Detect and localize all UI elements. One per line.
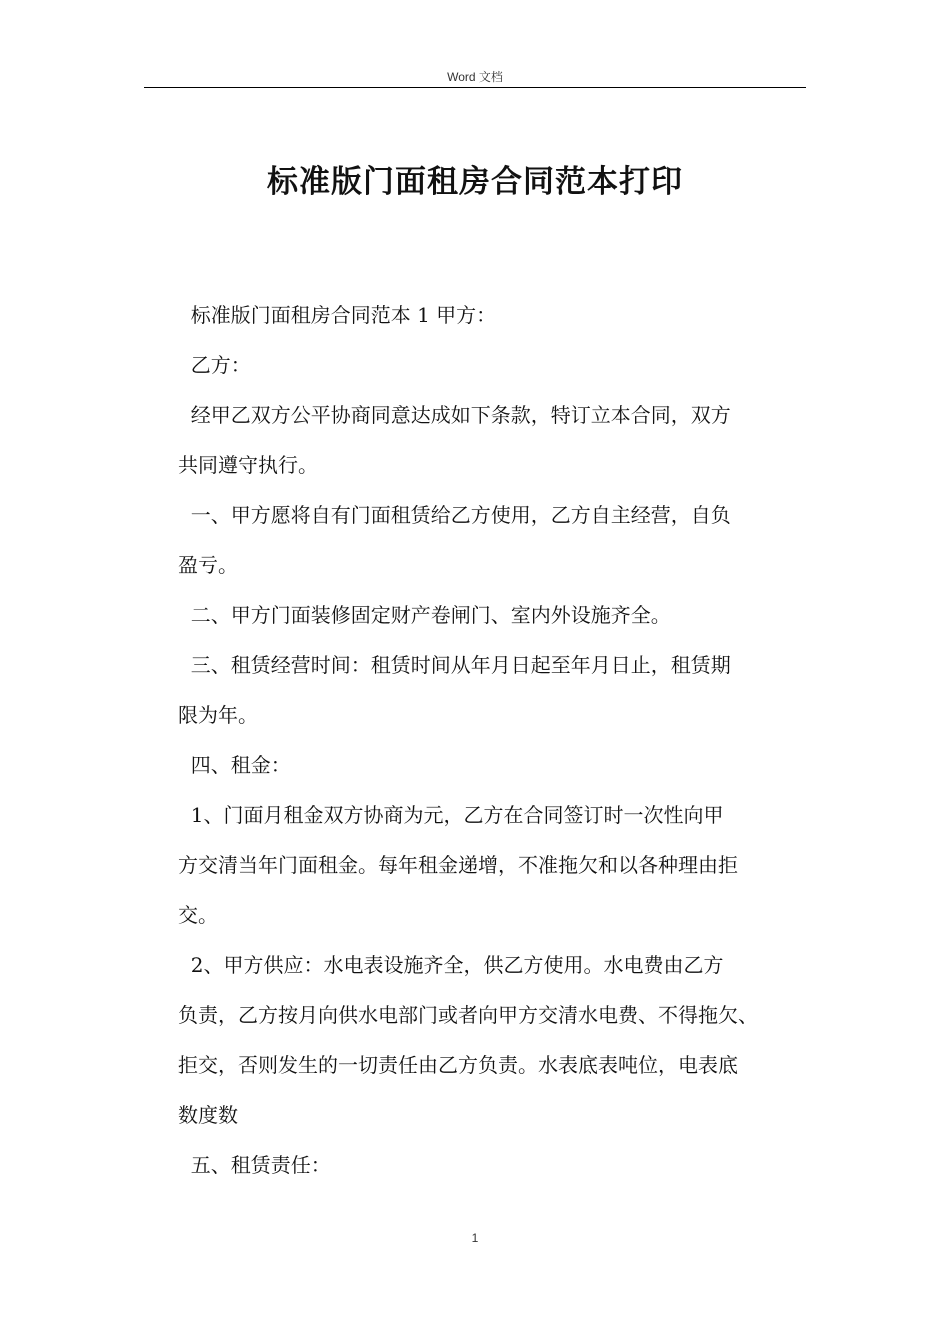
body-line: 交。 <box>178 903 218 927</box>
body-line: 经甲乙双方公平协商同意达成如下条款，特订立本合同，双方 <box>178 403 731 427</box>
body-line: 盈亏。 <box>178 553 238 577</box>
document-body <box>178 290 818 1190</box>
body-line: 限为年。 <box>178 703 258 727</box>
body-line: 标准版门面租房合同范本 1 甲方： <box>178 303 497 327</box>
body-line: 数度数 <box>178 1103 238 1127</box>
body-line: 五、租赁责任： <box>178 1153 331 1177</box>
body-line: 乙方： <box>178 353 251 377</box>
body-line: 共同遵守执行。 <box>178 453 318 477</box>
page-number: 1 <box>471 1231 479 1245</box>
body-line: 二、甲方门面装修固定财产卷闸门、室内外设施齐全。 <box>178 603 671 627</box>
body-line: 拒交，否则发生的一切责任由乙方负责。水表底表吨位，电表底 <box>178 1053 738 1077</box>
page-header: Word 文档 <box>447 70 503 84</box>
body-line: 方交清当年门面租金。每年租金递增，不准拖欠和以各种理由拒 <box>178 853 738 877</box>
body-line: 2、甲方供应：水电表设施齐全，供乙方使用。水电费由乙方 <box>178 953 724 977</box>
body-line: 四、租金： <box>178 753 291 777</box>
document-title: 标准版门面租房合同范本打印 <box>267 164 683 200</box>
body-line: 三、租赁经营时间：租赁时间从年月日起至年月日止，租赁期 <box>178 653 731 677</box>
header-divider <box>144 87 806 88</box>
body-line: 1、门面月租金双方协商为元，乙方在合同签订时一次性向甲 <box>178 803 724 827</box>
body-line: 一、甲方愿将自有门面租赁给乙方使用，乙方自主经营，自负 <box>178 503 731 527</box>
body-line: 负责，乙方按月向供水电部门或者向甲方交清水电费、不得拖欠、 <box>178 1003 758 1027</box>
